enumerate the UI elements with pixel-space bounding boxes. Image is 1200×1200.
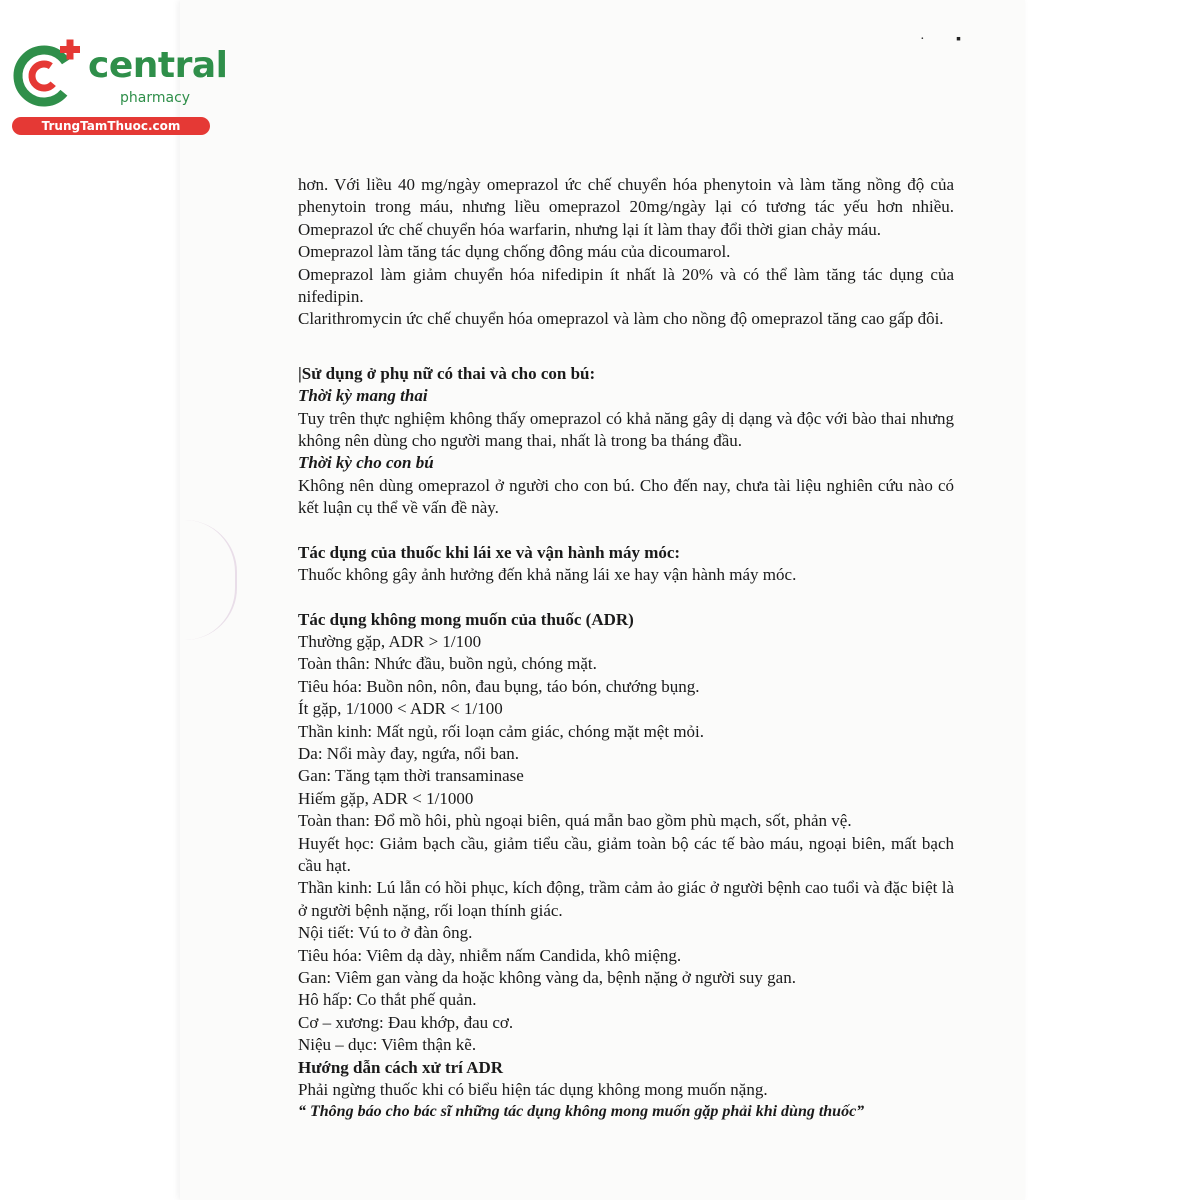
logo-sub-text: pharmacy: [120, 90, 191, 106]
subheading-pregnancy: Thời kỳ mang thai: [298, 386, 428, 406]
pregnancy-paragraph: Tuy trên thực nghiệm không thấy omeprazol có khả năng gây dị dạng và độc với bào thai nhưng không nên dùng cho người mang thai, nhất là trong ba tháng đầu.: [298, 408, 954, 451]
central-pharmacy-logo[interactable]: [10, 38, 228, 138]
adr-line: Thần kinh: Mất ngủ, rối loạn cảm giác, chóng mặt mệt mỏi.: [298, 721, 705, 741]
logo-url-badge[interactable]: TrungTamThuoc.com: [12, 117, 210, 135]
document-body: [298, 174, 954, 1124]
logo-brand-text: central: [88, 45, 228, 86]
pharmacy-cross-logo-icon: [10, 38, 82, 110]
adr-line: Tiêu hóa: Viêm dạ dày, nhiễm nấm Candida, khô miệng.: [298, 945, 682, 965]
breastfeeding-paragraph: Không nên dùng omeprazol ở người cho con bú. Cho đến nay, chưa tài liệu nghiên cứu nào có kết luận cụ thể về vấn đề này.: [298, 475, 954, 518]
adr-line: Tiêu hóa: Buồn nôn, nôn, đau bụng, táo bón, chướng bụng.: [298, 676, 700, 696]
adr-line: Huyết học: Giảm bạch cầu, giảm tiểu cầu, giảm toàn bộ các tế bào máu, ngoại biên, mất bạch cầu hạt.: [298, 833, 954, 875]
section-heading-driving: Tác dụng của thuốc khi lái xe và vận hành máy móc:: [298, 542, 681, 562]
section-heading-pregnancy: |Sử dụng ở phụ nữ có thai và cho con bú:: [298, 363, 596, 383]
interaction-paragraph-1: hơn. Với liều 40 mg/ngày omeprazol ức chế chuyển hóa phenytoin và làm tăng nồng độ của phenytoin trong máu, nhưng liều omeprazol 20mg/ngày lại có tương tác yếu hơn nhiều. Omeprazol ức chế chuyển hóa warfarin, nhưng lại ít làm thay đổi thời gian chảy máu.: [298, 175, 954, 239]
interaction-paragraph-2: Omeprazol làm tăng tác dụng chống đông máu của dicoumarol.: [298, 242, 731, 262]
adr-line: Gan: Viêm gan vàng da hoặc không vàng da, bệnh nặng ở người suy gan.: [298, 968, 796, 987]
interaction-paragraph-3: Omeprazol làm giảm chuyển hóa nifedipin ít nhất là 20% và có thể làm tăng tác dụng của nifedipin.: [298, 264, 954, 307]
subheading-breastfeeding: Thời kỳ cho con bú: [298, 453, 434, 473]
interaction-paragraph-4: Clarithromycin ức chế chuyển hóa omeprazol và làm cho nồng độ omeprazol tăng cao gấp đôi.: [298, 309, 944, 329]
adr-line: Da: Nổi mày đay, ngứa, nổi ban.: [298, 743, 520, 763]
section-heading-adr-handling: Hướng dẫn cách xử trí ADR: [298, 1057, 504, 1077]
adr-line: Cơ – xương: Đau khớp, đau cơ.: [298, 1012, 514, 1032]
adr-line: Hiếm gặp, ADR < 1/1000: [298, 788, 474, 808]
adr-line: Gan: Tăng tạm thời transaminase: [298, 766, 524, 786]
doctor-notice-quote: “ Thông báo cho bác sĩ những tác dụng không mong muốn gặp phải khi dùng thuốc”: [298, 1103, 865, 1121]
adr-line: Thường gặp, ADR > 1/100: [298, 631, 482, 651]
adr-line: Niệu – dục: Viêm thận kẽ.: [298, 1035, 477, 1055]
adr-line: Hô hấp: Co thắt phế quản.: [298, 990, 477, 1010]
adr-line: Nội tiết: Vú to ở đàn ông.: [298, 923, 473, 943]
adr-line: Toàn than: Đổ mồ hôi, phù ngoại biên, quá mẫn bao gồm phù mạch, sốt, phản vệ.: [298, 811, 852, 831]
adr-line: Ít gặp, 1/1000 < ADR < 1/100: [298, 699, 503, 719]
adr-handling-paragraph: Phải ngừng thuốc khi có biểu hiện tác dụng không mong muốn nặng.: [298, 1080, 768, 1100]
adr-line: Thần kinh: Lú lẫn có hồi phục, kích động, trầm cảm ảo giác ở người bệnh cao tuổi và đặc biệt là ở người bệnh nặng, rối loạn thính giác.: [298, 878, 954, 920]
scan-marks: · ▪: [920, 32, 962, 47]
driving-paragraph: Thuốc không gây ảnh hưởng đến khả năng lái xe hay vận hành máy móc.: [298, 565, 797, 585]
section-heading-adr: Tác dụng không mong muốn của thuốc (ADR): [298, 609, 634, 629]
adr-line: Toàn thân: Nhức đầu, buồn ngủ, chóng mặt.: [298, 654, 597, 674]
